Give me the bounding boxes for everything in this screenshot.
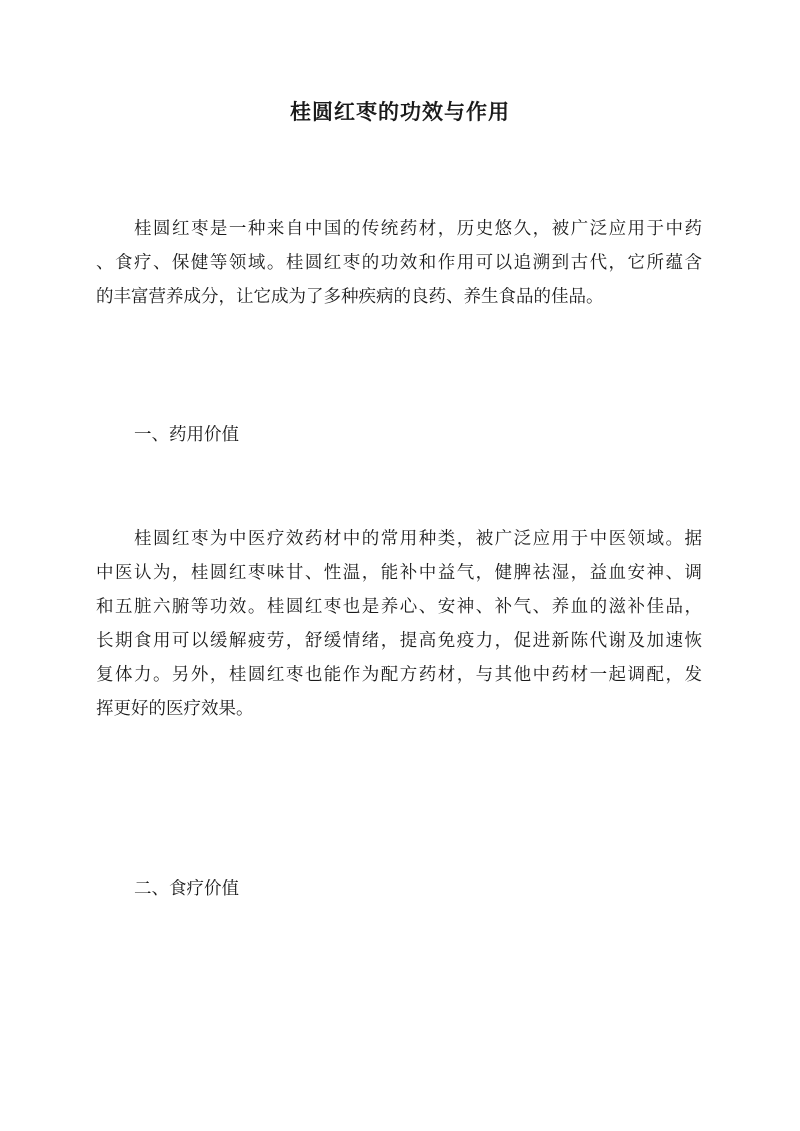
paragraph-line: 、食疗、保健等领域。桂圆红枣的功效和作用可以追溯到古代，它所蕴含 — [96, 253, 702, 273]
paragraph-line: 长期食用可以缓解疲劳，舒缓情绪，提高免疫力，促进新陈代谢及加速恢 — [96, 631, 702, 651]
paragraph-line: 中医认为，桂圆红枣味甘、性温，能补中益气，健脾祛湿，益血安神、调 — [96, 563, 702, 583]
medicinal-paragraph — [96, 522, 702, 726]
paragraph-line: 桂圆红枣为中医疗效药材中的常用种类，被广泛应用于中医领域。据 — [134, 529, 702, 549]
section-heading-dietary: 二、食疗价值 — [134, 879, 239, 899]
paragraph-line: 桂圆红枣是一种来自中国的传统药材，历史悠久，被广泛应用于中药 — [134, 219, 702, 239]
paragraph-line: 的丰富营养成分，让它成为了多种疾病的良药、养生食品的佳品。 — [96, 287, 604, 307]
section-heading-medicinal: 一、药用价值 — [134, 425, 239, 445]
document-title: 桂圆红枣的功效与作用 — [290, 99, 510, 124]
paragraph-line: 和五脏六腑等功效。桂圆红枣也是养心、安神、补气、养血的滋补佳品， — [96, 597, 702, 617]
intro-paragraph — [96, 212, 702, 314]
paragraph-line: 挥更好的医疗效果。 — [96, 699, 254, 719]
paragraph-line: 复体力。另外，桂圆红枣也能作为配方药材，与其他中药材一起调配，发 — [96, 665, 702, 685]
